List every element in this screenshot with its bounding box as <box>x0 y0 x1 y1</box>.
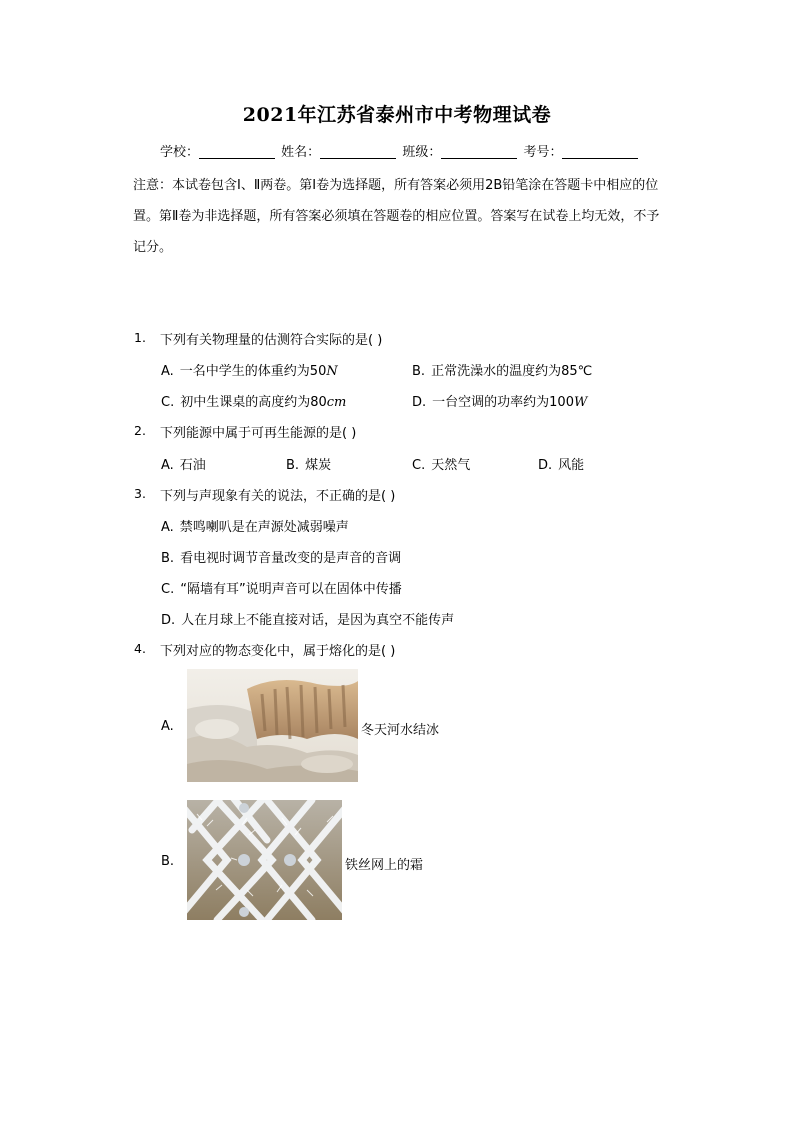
option-c[interactable] <box>161 391 346 410</box>
image-caption: 冬天河水结冰 <box>361 723 440 738</box>
exam-number-blank[interactable] <box>562 144 638 159</box>
option-d[interactable] <box>161 609 454 628</box>
option-label: B. <box>412 364 426 379</box>
class-label: 班级： <box>402 145 442 160</box>
question-stem: 下列与声现象有关的说法，不正确的是( ) <box>160 489 396 504</box>
option-text: 禁鸣喇叭是在声源处减弱噪声 <box>179 520 349 535</box>
option-text: 一名中学生的体重约为50 <box>179 364 327 379</box>
frosted-wire-illustration <box>187 800 342 920</box>
option-a[interactable] <box>161 454 206 473</box>
option-b[interactable] <box>412 360 592 379</box>
option-text: 天然气 <box>431 458 471 473</box>
option-b[interactable] <box>161 547 401 566</box>
option-text: 一台空调的功率约为100 <box>432 395 574 410</box>
frozen-river-illustration <box>187 669 358 782</box>
exam-notice: 注意：本试卷包含Ⅰ、Ⅱ两卷。第Ⅰ卷为选择题，所有答案必须用2B铅笔涂在答题卡中相应的位置。第Ⅱ卷为非选择题，所有答案必须填在答题卷的相应位置。答案写在试卷上均无效，不予记分。 <box>133 178 660 255</box>
question-stem: 下列能源中属于可再生能源的是( ) <box>160 426 357 441</box>
option-label: C. <box>161 582 175 597</box>
option-c[interactable] <box>161 578 402 597</box>
option-label: D. <box>161 613 176 628</box>
option-label: B. <box>286 458 300 473</box>
class-blank[interactable] <box>441 144 517 159</box>
option-unit: W <box>573 395 588 410</box>
option-label: D. <box>412 395 427 410</box>
option-text: 人在月球上不能直接对话，是因为真空不能传声 <box>181 613 455 628</box>
image-caption: 铁丝网上的霜 <box>345 858 424 873</box>
option-c[interactable] <box>412 454 470 473</box>
school-blank[interactable] <box>199 144 275 159</box>
option-label: B. <box>161 854 175 869</box>
option-label: C. <box>412 458 426 473</box>
option-text: 看电视时调节音量改变的是声音的音调 <box>180 551 402 566</box>
option-text: 初中生课桌的高度约为80 <box>180 395 327 410</box>
option-text: 石油 <box>179 458 206 473</box>
option-a[interactable] <box>161 516 349 535</box>
option-label: C. <box>161 395 175 410</box>
option-label: A. <box>161 364 174 379</box>
frozen-river-image <box>187 669 358 782</box>
question-number: 2. <box>134 423 146 438</box>
option-d[interactable] <box>412 391 587 410</box>
option-label: A. <box>161 458 174 473</box>
name-label: 姓名： <box>281 145 321 160</box>
question-number: 1. <box>134 330 146 345</box>
option-text: 正常洗澡水的温度约为85℃ <box>431 364 593 379</box>
option-label: D. <box>538 458 553 473</box>
option-a[interactable] <box>161 719 174 734</box>
page-title: 2021年江苏省泰州市中考物理试卷 <box>242 104 552 126</box>
option-b[interactable] <box>286 454 331 473</box>
question-stem: 下列有关物理量的估测符合实际的是( ) <box>160 333 383 348</box>
question-number: 3. <box>134 486 146 501</box>
frosted-wire-mesh-image <box>187 800 342 920</box>
option-d[interactable] <box>538 454 584 473</box>
exam-number-label: 考号： <box>523 145 563 160</box>
question-number: 4. <box>134 641 146 656</box>
option-b[interactable] <box>161 854 174 869</box>
option-text: 煤炭 <box>305 458 332 473</box>
question-stem: 下列对应的物态变化中，属于熔化的是( ) <box>160 644 396 659</box>
option-a[interactable] <box>161 360 338 379</box>
school-label: 学校： <box>160 145 200 160</box>
student-info-line <box>160 141 640 160</box>
option-label: A. <box>161 719 174 734</box>
option-label: A. <box>161 520 174 535</box>
name-blank[interactable] <box>320 144 396 159</box>
option-label: B. <box>161 551 175 566</box>
option-text: 风能 <box>558 458 585 473</box>
option-text: “隔墙有耳”说明声音可以在固体中传播 <box>180 582 402 597</box>
option-unit: cm <box>326 395 347 410</box>
option-unit: N <box>326 364 338 379</box>
